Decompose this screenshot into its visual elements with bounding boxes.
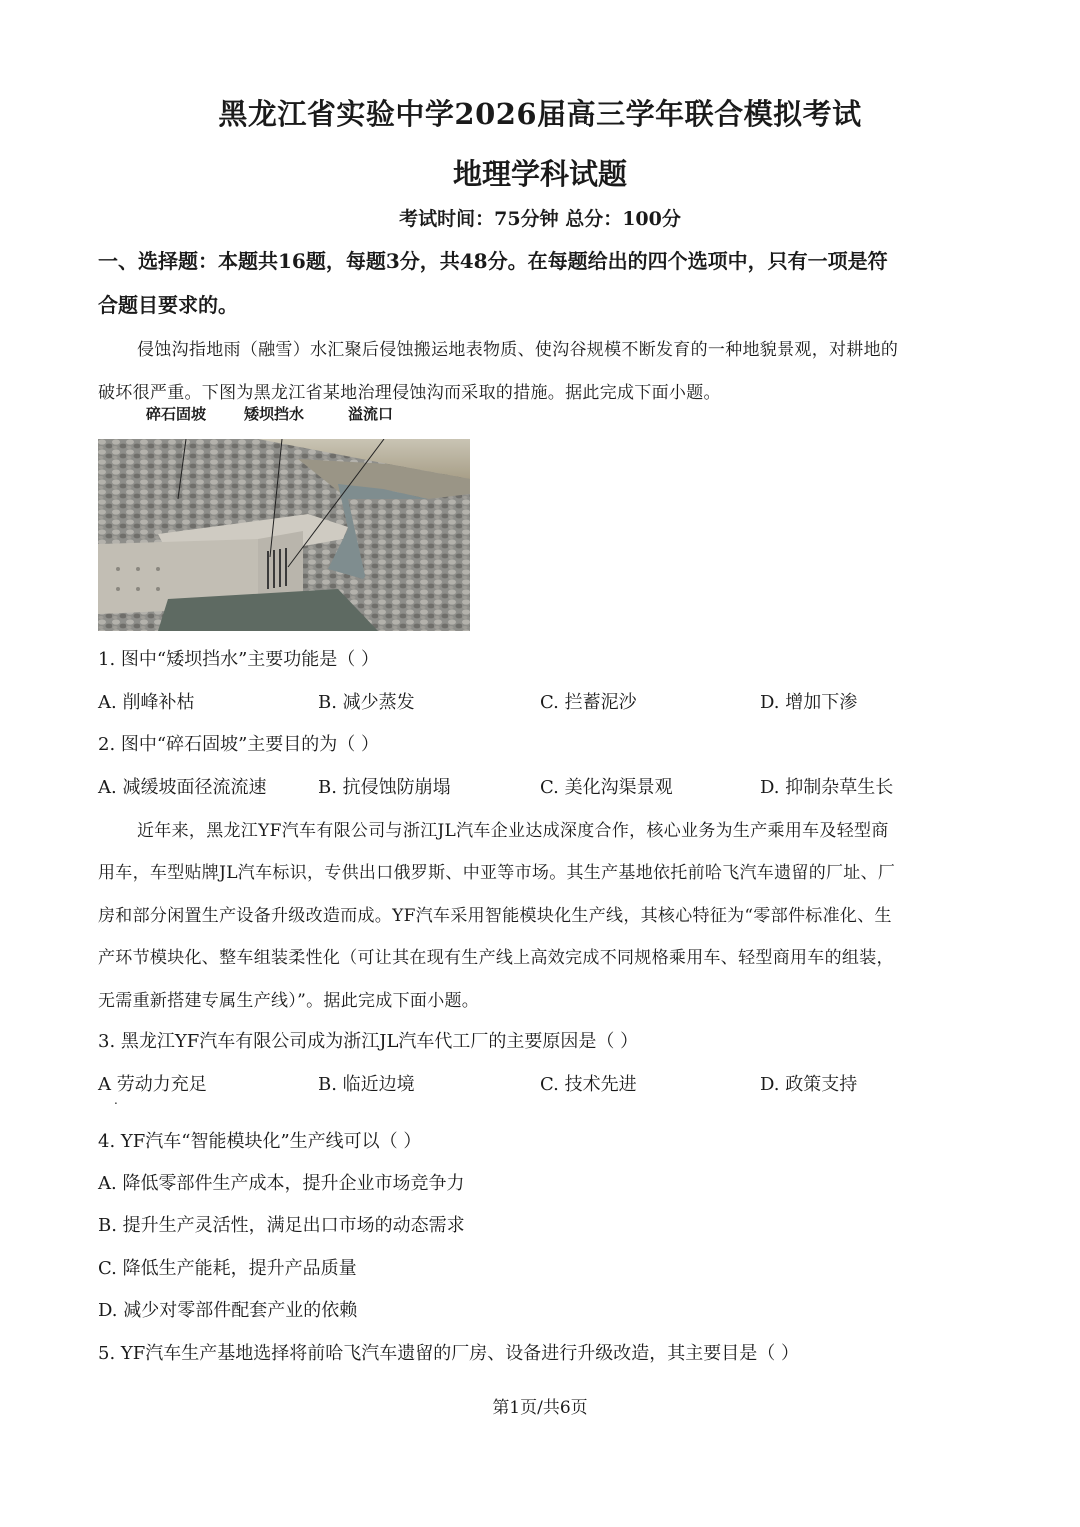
q3-option-a: A 劳动力充足 [98, 1074, 207, 1095]
passage2-line3: 房和部分闲置生产设备升级改造而成。YF汽车采用智能模块化生产线，其核心特征为“零部件标准化、生 [98, 906, 892, 926]
erosion-gully-figure [98, 403, 470, 631]
gully-photo [98, 439, 470, 631]
q1-option-a: A. 削峰补枯 [98, 692, 195, 713]
q2-option-a: A. 减缓坡面径流流速 [98, 777, 267, 798]
label-low-dam: 矮坝挡水 [244, 405, 305, 423]
passage1-line1: 侵蚀沟指地雨（融雪）水汇聚后侵蚀搬运地表物质、使沟谷规模不断发育的一种地貌景观，对耕地的 [137, 340, 899, 360]
stray-dot: . [114, 1093, 118, 1107]
passage2-line2: 用车，车型贴牌JL汽车标识，专供出口俄罗斯、中亚等市场。其生产基地依托前哈飞汽车遗留的厂址、厂 [98, 863, 896, 883]
q2-option-c: C. 美化沟渠景观 [540, 777, 673, 798]
exam-meta: 考试时间：75分钟 总分：100分 [399, 208, 681, 230]
passage2-line1: 近年来，黑龙江YF汽车有限公司与浙江JL汽车企业达成深度合作，核心业务为生产乘用车及轻型商 [137, 821, 889, 841]
exam-title: 黑龙江省实验中学2026届高三学年联合模拟考试 [218, 97, 862, 131]
q4-stem: 4. YF汽车“智能模块化”生产线可以（ ） [98, 1131, 422, 1152]
q2-option-d: D. 抑制杂草生长 [760, 777, 894, 798]
page-number: 第1页/共6页 [492, 1398, 588, 1418]
exam-subtitle: 地理学科试题 [452, 157, 627, 191]
q3-option-c: C. 技术先进 [540, 1074, 637, 1095]
q3-stem: 3. 黑龙江YF汽车有限公司成为浙江JL汽车代工厂的主要原因是（ ） [98, 1031, 639, 1052]
label-spillway: 溢流口 [348, 405, 394, 423]
q1-option-b: B. 减少蒸发 [318, 692, 415, 713]
q3-option-b: B. 临近边境 [318, 1074, 415, 1095]
passage1-line2: 破坏很严重。下图为黑龙江省某地治理侵蚀沟而采取的措施。据此完成下面小题。 [98, 383, 721, 403]
q1-option-c: C. 拦蓄泥沙 [540, 692, 637, 713]
q2-option-b: B. 抗侵蚀防崩塌 [318, 777, 451, 798]
q4-option-a: A. 降低零部件生产成本，提升企业市场竞争力 [98, 1173, 465, 1194]
q4-option-d: D. 减少对零部件配套产业的依赖 [98, 1300, 358, 1321]
passage2-line4: 产环节模块化、整车组装柔性化（可让其在现有生产线上高效完成不同规格乘用车、轻型商用车的组装， [98, 948, 894, 968]
q1-stem: 1. 图中“矮坝挡水”主要功能是（ ） [98, 649, 380, 670]
q5-stem: 5. YF汽车生产基地选择将前哈飞汽车遗留的厂房、设备进行升级改造，其主要目是（ ） [98, 1343, 799, 1364]
q4-option-b: B. 提升生产灵活性，满足出口市场的动态需求 [98, 1215, 465, 1236]
q3-option-d: D. 政策支持 [760, 1074, 858, 1095]
section-heading-line2: 合题目要求的。 [98, 293, 238, 317]
q1-option-d: D. 增加下渗 [760, 692, 858, 713]
label-gravel-slope: 碎石固坡 [146, 405, 207, 423]
passage2-line5: 无需重新搭建专属生产线）”。据此完成下面小题。 [98, 991, 480, 1011]
q4-option-c: C. 降低生产能耗，提升产品质量 [98, 1258, 357, 1279]
section-heading-line1: 一、选择题：本题共16题，每题3分，共48分。在每题给出的四个选项中，只有一项是符 [98, 249, 888, 273]
q2-stem: 2. 图中“碎石固坡”主要目的为（ ） [98, 734, 380, 755]
